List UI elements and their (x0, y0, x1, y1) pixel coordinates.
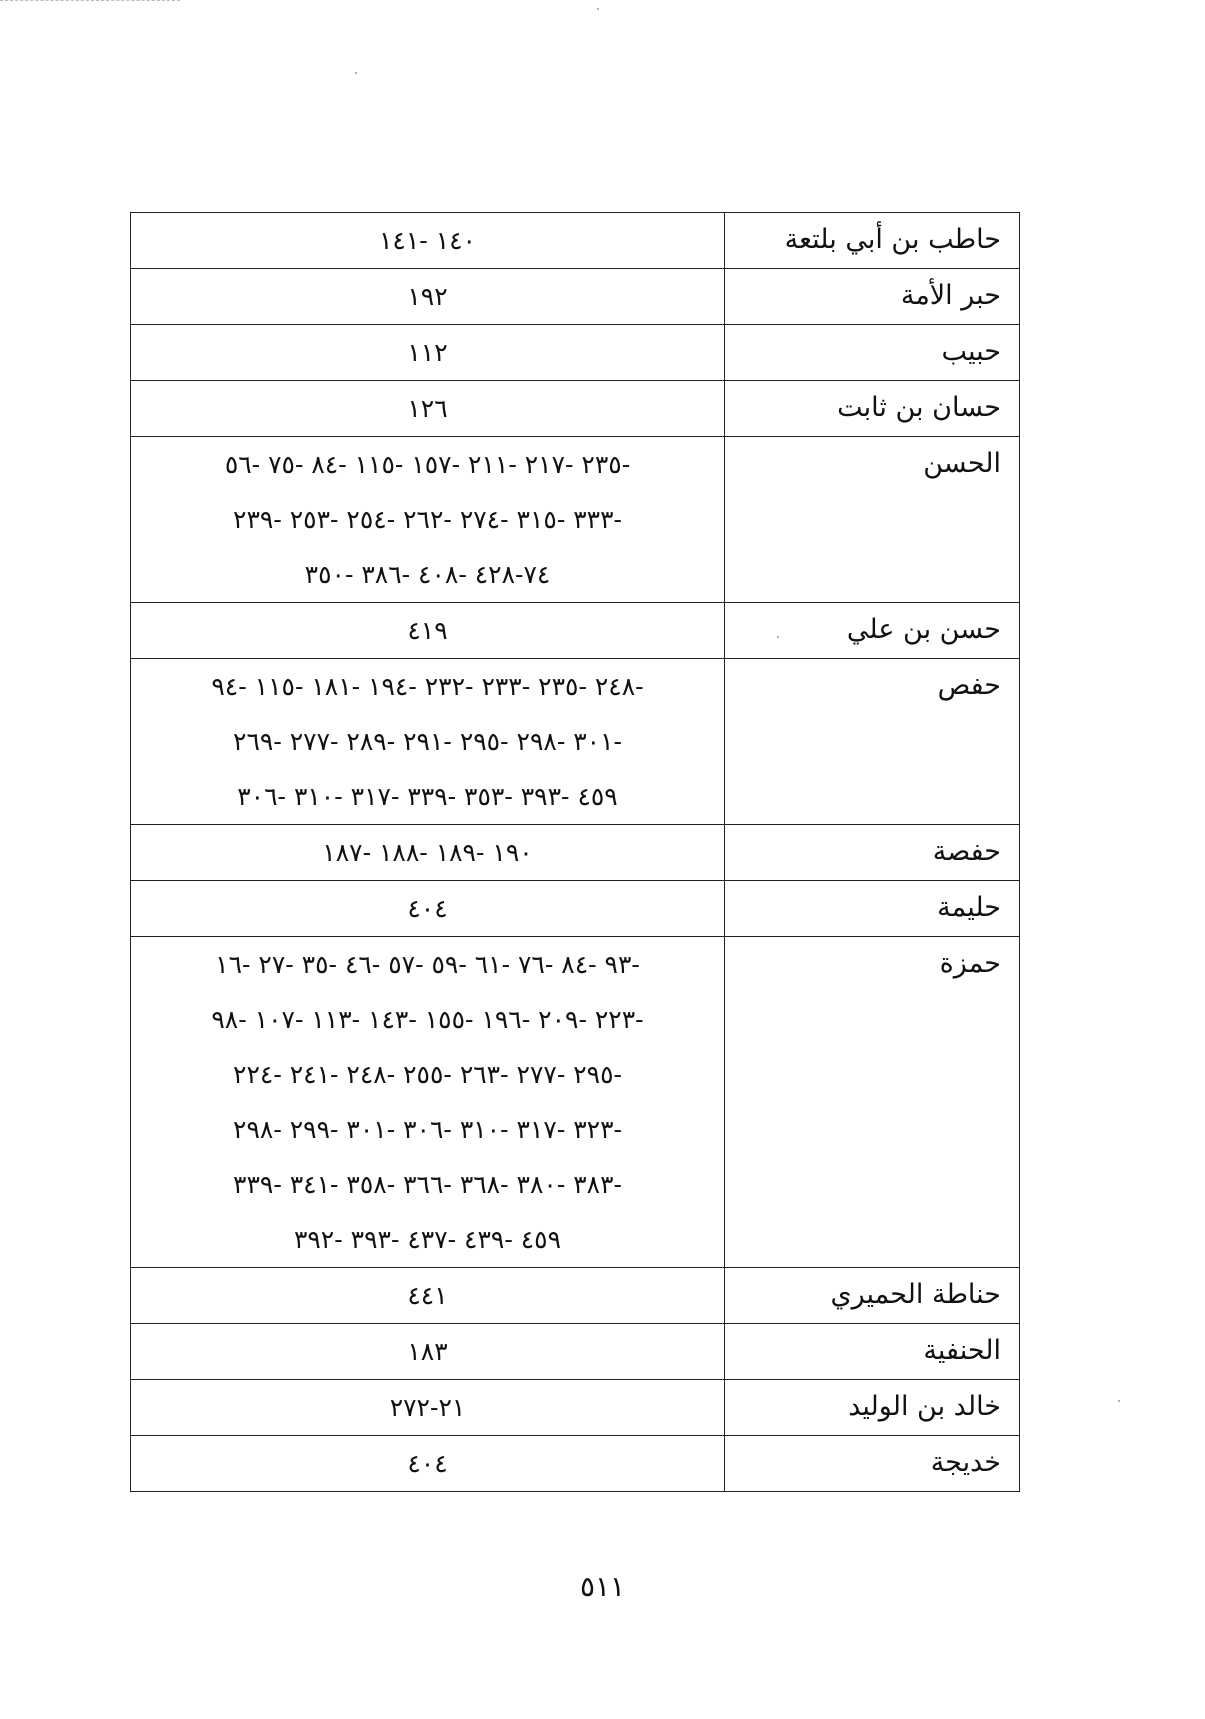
page-references-line: ١٨٣ (407, 1337, 448, 1366)
page-references-line: -٢٢٣ -٢٠٩ -١٩٦ -١٥٥ -١٤٣ -١١٣ -١٠٧ -٩٨ (211, 1005, 644, 1034)
entry-pages (131, 213, 725, 269)
entry-pages (131, 825, 725, 881)
page-references-line: ٤٥٩ -٣٩٣ -٣٥٣ -٣٣٩ -٣١٧ -٣١٠ -٣٠٦ (237, 782, 618, 811)
entry-pages (131, 1380, 725, 1436)
page-references-line: -٣٨٣ -٣٨٠ -٣٦٨ -٣٦٦ -٣٥٨ -٣٤١ -٣٣٩ (233, 1170, 622, 1199)
page-references-line: ٤٥٩ -٤٣٩ -٤٣٧ -٣٩٣ -٣٩٢ (293, 1225, 562, 1254)
page-number: ٥١١ (579, 1570, 626, 1603)
page-references-line: ١٩٠ -١٨٩ -١٨٨ -١٨٧ (322, 838, 533, 867)
entry-name: حمزة (725, 937, 1020, 1268)
page-references-line: -٣٠١ -٢٩٨ -٢٩٥ -٢٩١ -٢٨٩ -٢٧٧ -٢٦٩ (233, 727, 622, 756)
index-row (131, 881, 1020, 937)
page-references-line: -٣٢٣ -٣١٧ -٣١٠ -٣٠٦ -٣٠١ -٢٩٩ -٢٩٨ (233, 1115, 622, 1144)
scan-speck (1118, 1400, 1120, 1402)
entry-name: حبر الأمة (725, 269, 1020, 325)
entry-pages (131, 381, 725, 437)
page-references-line: -٢٩٥ -٢٧٧ -٢٦٣ -٢٥٥ -٢٤٨ -٢٤١ -٢٢٤ (233, 1060, 622, 1089)
index-row (131, 1380, 1020, 1436)
page-references-line: -٢٣٥ -٢١٧ -٢١١ -١٥٧ -١١٥ -٨٤ -٧٥ -٥٦ (224, 450, 631, 479)
entry-name: حاطب بن أبي بلتعة (725, 213, 1020, 269)
page-references-line: ٧٤-٤٢٨ -٤٠٨ -٣٨٦ -٣٥٠ (304, 560, 551, 589)
index-row (131, 437, 1020, 603)
index-table (130, 212, 1020, 1492)
entry-name: خديجة (725, 1436, 1020, 1492)
scan-edge-mark (0, 0, 180, 4)
entry-name: الحنفية (725, 1324, 1020, 1380)
entry-pages (131, 1436, 725, 1492)
entry-name: حسن بن علي (725, 603, 1020, 659)
index-row (131, 659, 1020, 825)
entry-pages (131, 659, 725, 825)
entry-pages (131, 603, 725, 659)
page-references-line: ١٤٠ -١٤١ (379, 226, 476, 255)
entry-name: حبيب (725, 325, 1020, 381)
index-row (131, 325, 1020, 381)
entry-name: حناطة الحميري (725, 1268, 1020, 1324)
index-row (131, 1268, 1020, 1324)
page-references-line: ١١٢ (407, 338, 448, 367)
entry-pages (131, 881, 725, 937)
index-row (131, 269, 1020, 325)
entry-name: حليمة (725, 881, 1020, 937)
page-references-line: ٤٤١ (407, 1281, 448, 1310)
entry-pages (131, 937, 725, 1268)
entry-name: حفصة (725, 825, 1020, 881)
page-references-line: -٣٣٣ -٣١٥ -٢٧٤ -٢٦٢ -٢٥٤ -٢٥٣ -٢٣٩ (233, 505, 622, 534)
page-references-line: ٢١-٢٧٢ (389, 1393, 466, 1422)
scan-speck (597, 8, 599, 10)
entry-name: حفص (725, 659, 1020, 825)
entry-name: حسان بن ثابت (725, 381, 1020, 437)
index-table-body (131, 213, 1020, 1492)
page-references-line: -٩٣ -٨٤ -٧٦ -٦١ -٥٩ -٥٧ -٤٦ -٣٥ -٢٧ -١٦ (215, 950, 640, 979)
entry-name: خالد بن الوليد (725, 1380, 1020, 1436)
page-references-line: ١٩٢ (407, 282, 448, 311)
index-row (131, 381, 1020, 437)
entry-pages (131, 437, 725, 603)
page-references-line: ١٢٦ (407, 394, 448, 423)
page-references-line: ٤١٩ (407, 616, 448, 645)
index-row (131, 1436, 1020, 1492)
entry-pages (131, 1324, 725, 1380)
entry-pages (131, 269, 725, 325)
entry-pages (131, 325, 725, 381)
entry-name: الحسن (725, 437, 1020, 603)
page-references-line: ٤٠٤ (407, 1449, 448, 1478)
index-row (131, 825, 1020, 881)
index-row (131, 937, 1020, 1268)
index-row (131, 1324, 1020, 1380)
page-references-line: -٢٤٨ -٢٣٥ -٢٣٣ -٢٣٢ -١٩٤ -١٨١ -١١٥ -٩٤ (211, 672, 644, 701)
entry-pages (131, 1268, 725, 1324)
index-row (131, 603, 1020, 659)
page-references-line: ٤٠٤ (407, 894, 448, 923)
scan-speck (355, 72, 357, 74)
index-row (131, 213, 1020, 269)
